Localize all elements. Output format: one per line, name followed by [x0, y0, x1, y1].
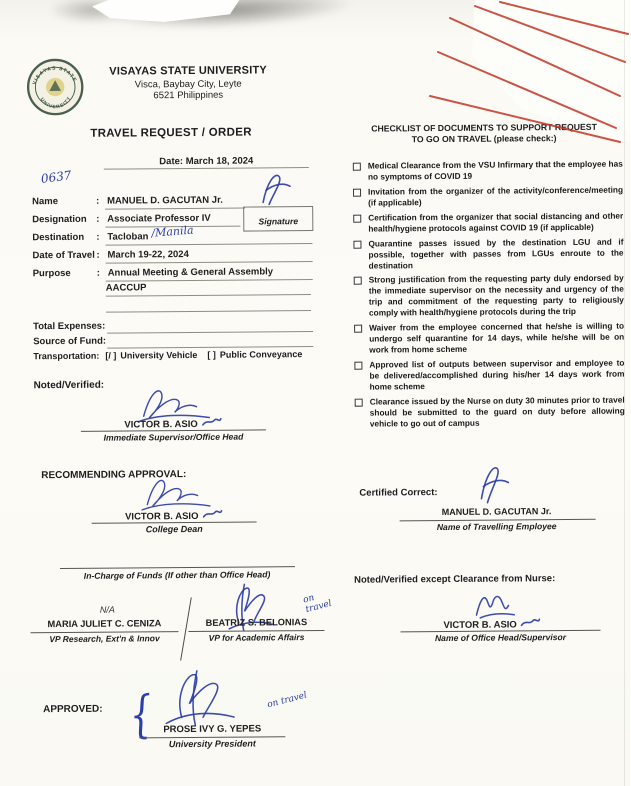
- signature-mark-employee: [253, 168, 295, 208]
- vp-academic-title: VP for Academic Affairs: [208, 632, 305, 643]
- divider-stroke: [180, 597, 192, 660]
- blank-ruled-line: [106, 297, 311, 313]
- colon: :: [96, 249, 100, 261]
- checklist-item: [353, 273, 624, 319]
- travelling-employee-caption: Name of Travelling Employee: [436, 521, 557, 533]
- checklist-item: [352, 210, 623, 234]
- noted-except-nurse-label: Noted/Verified except Clearance from Nurse:: [354, 573, 556, 586]
- travel-date-value: March 19-22, 2024: [105, 246, 312, 264]
- checkbox-icon: [354, 325, 362, 333]
- red-pen-marks: [420, 0, 631, 160]
- travel-date-label: Date of Travel: [32, 249, 95, 262]
- office-head-name: VICTOR B. ASIO: [443, 619, 517, 632]
- dean-name: VICTOR B. ASIO: [125, 510, 199, 523]
- designation-value: Associate Professor IV: [105, 211, 240, 228]
- university-vehicle-checkbox: [/ ]: [105, 350, 117, 361]
- colon: :: [96, 267, 100, 279]
- checkbox-icon: [354, 362, 362, 370]
- checkbox-icon: [353, 189, 361, 197]
- purpose-value-line1: Annual Meeting & General Assembly: [106, 264, 313, 282]
- vp-research-name: MARIA JULIET C. CENIZA: [47, 618, 162, 630]
- total-expenses-label: Total Expenses:: [33, 320, 106, 333]
- travelling-employee-name: MANUEL D. GACUTAN Jr.: [441, 506, 552, 518]
- scan-artifact-page-edge: [624, 0, 625, 786]
- purpose-value-line2: AACCUP: [106, 279, 311, 297]
- vp-academic-name: BEATRIZ S. BELONIAS: [205, 617, 308, 628]
- president-name: PROSE IVY G. YEPES: [163, 723, 262, 736]
- university-address-2: 6521 Philippines: [153, 89, 224, 102]
- signature-box-label: Signature: [258, 216, 299, 227]
- dean-title: College Dean: [145, 523, 203, 535]
- signature-tail: [200, 417, 222, 428]
- purpose-label: Purpose: [32, 267, 71, 280]
- date-label: Date:: [159, 156, 184, 168]
- public-conveyance-label: Public Conveyance: [219, 349, 303, 360]
- checklist-item-text: Approved list of outputs between supervisor and employee to be delivered/accomplished during his/her 14 days work from home scheme: [369, 357, 625, 392]
- checklist-item: [352, 236, 623, 271]
- university-address-1: Visca, Baybay City, Leyte: [134, 78, 242, 91]
- president-title: University President: [168, 738, 256, 750]
- destination-label: Destination: [32, 231, 85, 244]
- checkbox-icon: [354, 277, 362, 285]
- checklist: [352, 159, 625, 434]
- colon: :: [96, 213, 100, 225]
- name-label: Name: [32, 196, 59, 208]
- control-number-handwritten: 0637: [40, 168, 73, 186]
- checklist-item-text: Strong justification from the requesting party duly endorsed by the immediate supervisor on the necessity and urgency of the trip and commitment of the requesting party to religiously comply with health/hygiene protocols during the trip: [368, 273, 624, 318]
- signature-victor-asio-dean: [133, 473, 218, 514]
- checkbox-icon: [353, 240, 361, 248]
- checklist-item: [352, 159, 623, 183]
- destination-handwritten-note: /Manila: [150, 223, 195, 240]
- colon: :: [96, 195, 100, 207]
- noted-name: VICTOR B. ASIO: [124, 418, 198, 431]
- checklist-item-text: Certification from the organizer that social distancing and other health/hygiene protocols against COVID 19 (if applicable): [368, 210, 624, 234]
- recommending-approval-label: RECOMMENDING APPROVAL:: [41, 469, 187, 482]
- funds-caption: In-Charge of Funds (If other than Office Head): [83, 569, 271, 581]
- checklist-item-text: Invitation from the organizer of the activity/conference/meeting (if applicable): [367, 184, 624, 208]
- seal-text-bottom: UNIVERSITY: [38, 95, 73, 111]
- checklist-item-text: Quarantine passes issued by the destination LGU and if possible, together with passes from LGUs enroute to the destination: [368, 236, 624, 271]
- checklist-title-line1: CHECKLIST OF DOCUMENTS TO SUPPORT REQUEST: [371, 121, 597, 134]
- checkbox-icon: [355, 398, 363, 406]
- checklist-item: [352, 184, 623, 208]
- form-title: TRAVEL REQUEST / ORDER: [90, 126, 252, 140]
- checklist-item-text: Waiver from the employee concerned that he/she is willing to undergo self quarantine for 14 days, while he/she will be on work from home scheme: [369, 320, 625, 355]
- source-of-fund-value: [107, 332, 313, 349]
- checkbox-icon: [353, 214, 361, 222]
- university-vehicle-label: University Vehicle: [120, 349, 198, 361]
- signature-tail: [201, 509, 223, 520]
- handwritten-note-vp: on travel: [302, 592, 333, 616]
- checklist-item-text: Clearance issued by the Nurse on duty 30 minutes prior to travel should be submitted to the guard on duty before allowing vehicle to go out of campus: [369, 394, 625, 429]
- destination-value: Tacloban: [105, 228, 312, 246]
- handwritten-note-president: on travel: [266, 690, 309, 711]
- handwritten-brace: {: [127, 684, 155, 745]
- noted-verified-label: Noted/Verified:: [33, 379, 105, 392]
- public-conveyance-checkbox: [ ]: [207, 349, 216, 360]
- noted-title: Immediate Supervisor/Office Head: [103, 431, 244, 443]
- source-of-fund-label: Source of Fund:: [33, 335, 107, 348]
- vp-research-title: VP Research, Ext'n & Innov: [49, 633, 160, 645]
- seal-text-top: VISAYAS STATE: [31, 65, 78, 86]
- checkbox-icon: [353, 163, 361, 171]
- designation-label: Designation: [32, 213, 87, 226]
- travel-date-field-row: [32, 246, 312, 264]
- transportation-label: Transportation:: [33, 350, 100, 362]
- signature-box: [243, 206, 313, 232]
- checklist-item: [353, 321, 624, 356]
- signature-tail: [519, 617, 541, 628]
- transportation-row: [33, 347, 333, 364]
- signature-mark-certified: [469, 460, 513, 506]
- name-value: MANUEL D. GACUTAN Jr.: [105, 193, 245, 210]
- signature-prose-ivy-yepes: [151, 669, 246, 730]
- approved-label: APPROVED:: [43, 703, 103, 716]
- checklist-item-text: Medical Clearance from the VSU Infirmary that the employee has no symptoms of COVID 19: [367, 158, 623, 182]
- total-expenses-value: [107, 317, 313, 334]
- office-head-caption: Name of Office Head/Supervisor: [434, 632, 567, 644]
- date-value: March 18, 2024: [185, 155, 254, 168]
- colon: :: [96, 231, 100, 243]
- checklist-item: [353, 358, 624, 393]
- vp-research-na: N/A: [99, 604, 115, 615]
- checklist-item: [354, 394, 625, 429]
- signature-victor-asio-office-head: [467, 586, 523, 620]
- checklist-title-line2: TO GO ON TRAVEL (please check:): [411, 133, 557, 145]
- certified-correct-label: Certified Correct:: [359, 487, 438, 499]
- university-name: VISAYAS STATE UNIVERSITY: [109, 64, 267, 78]
